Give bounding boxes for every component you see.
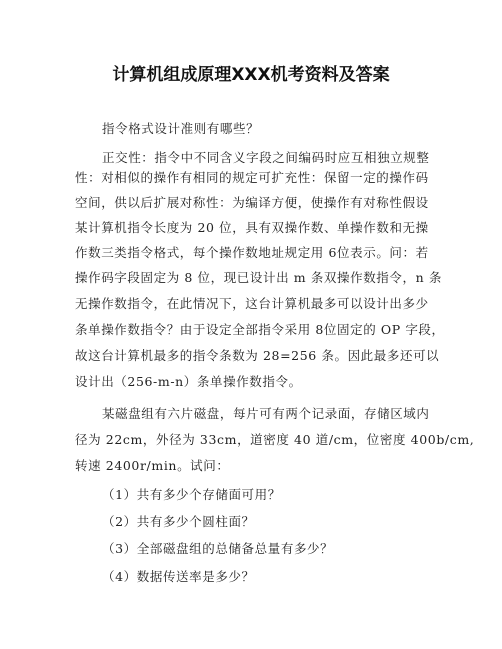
question-item: （2）共有多少个圆柱面？	[102, 514, 255, 529]
paragraph-line: 无操作数指令，在此情况下，这台计算机最多可以设计出多少	[75, 296, 429, 311]
question-item: （4）数据传送率是多少？	[102, 569, 255, 584]
paragraph-line: 性：对相似的操作有相同的规定可扩充性：保留一定的操作码	[75, 170, 429, 185]
paragraph-line: 作数三类指令格式，每个操作数地址规定用 6位表示。问：若	[75, 245, 429, 260]
question-item: （1）共有多少个存储面可用？	[102, 487, 281, 502]
page-title: 计算机组成原理XXX机考资料及答案	[112, 65, 390, 85]
paragraph-line: 转速 2400r/min。试问：	[75, 458, 230, 473]
question-line: 指令格式设计准则有哪些？	[102, 121, 260, 136]
paragraph-line: 径为 22cm，外径为 33cm，道密度 40 道/cm，位密度 400b/cm,	[75, 432, 475, 447]
paragraph-line: 空间，供以后扩展对称性：为编译方便，使操作有对称性假设	[75, 195, 429, 210]
paragraph-line: 设计出（256-m-n）条单操作数指令。	[75, 374, 302, 389]
paragraph-line: 正交性：指令中不同含义字段之间编码时应互相独立规整	[102, 150, 430, 165]
paragraph-line: 某计算机指令长度为 20 位，具有双操作数、单操作数和无操	[75, 220, 429, 235]
paragraph-line: 某磁盘组有六片磁盘，每片可有两个记录面，存储区域内	[102, 406, 430, 421]
paragraph-line: 操作码字段固定为 8 位，现已设计出 m 条双操作数指令，n 条	[75, 270, 442, 285]
paragraph-line: 故这台计算机最多的指令条数为 28=256 条。因此最多还可以	[75, 348, 440, 363]
paragraph-line: 条单操作数指令？由于设定全部指令采用 8位固定的 OP 字段，	[75, 322, 445, 337]
question-item: （3）全部磁盘组的总储备总量有多少？	[102, 541, 334, 556]
